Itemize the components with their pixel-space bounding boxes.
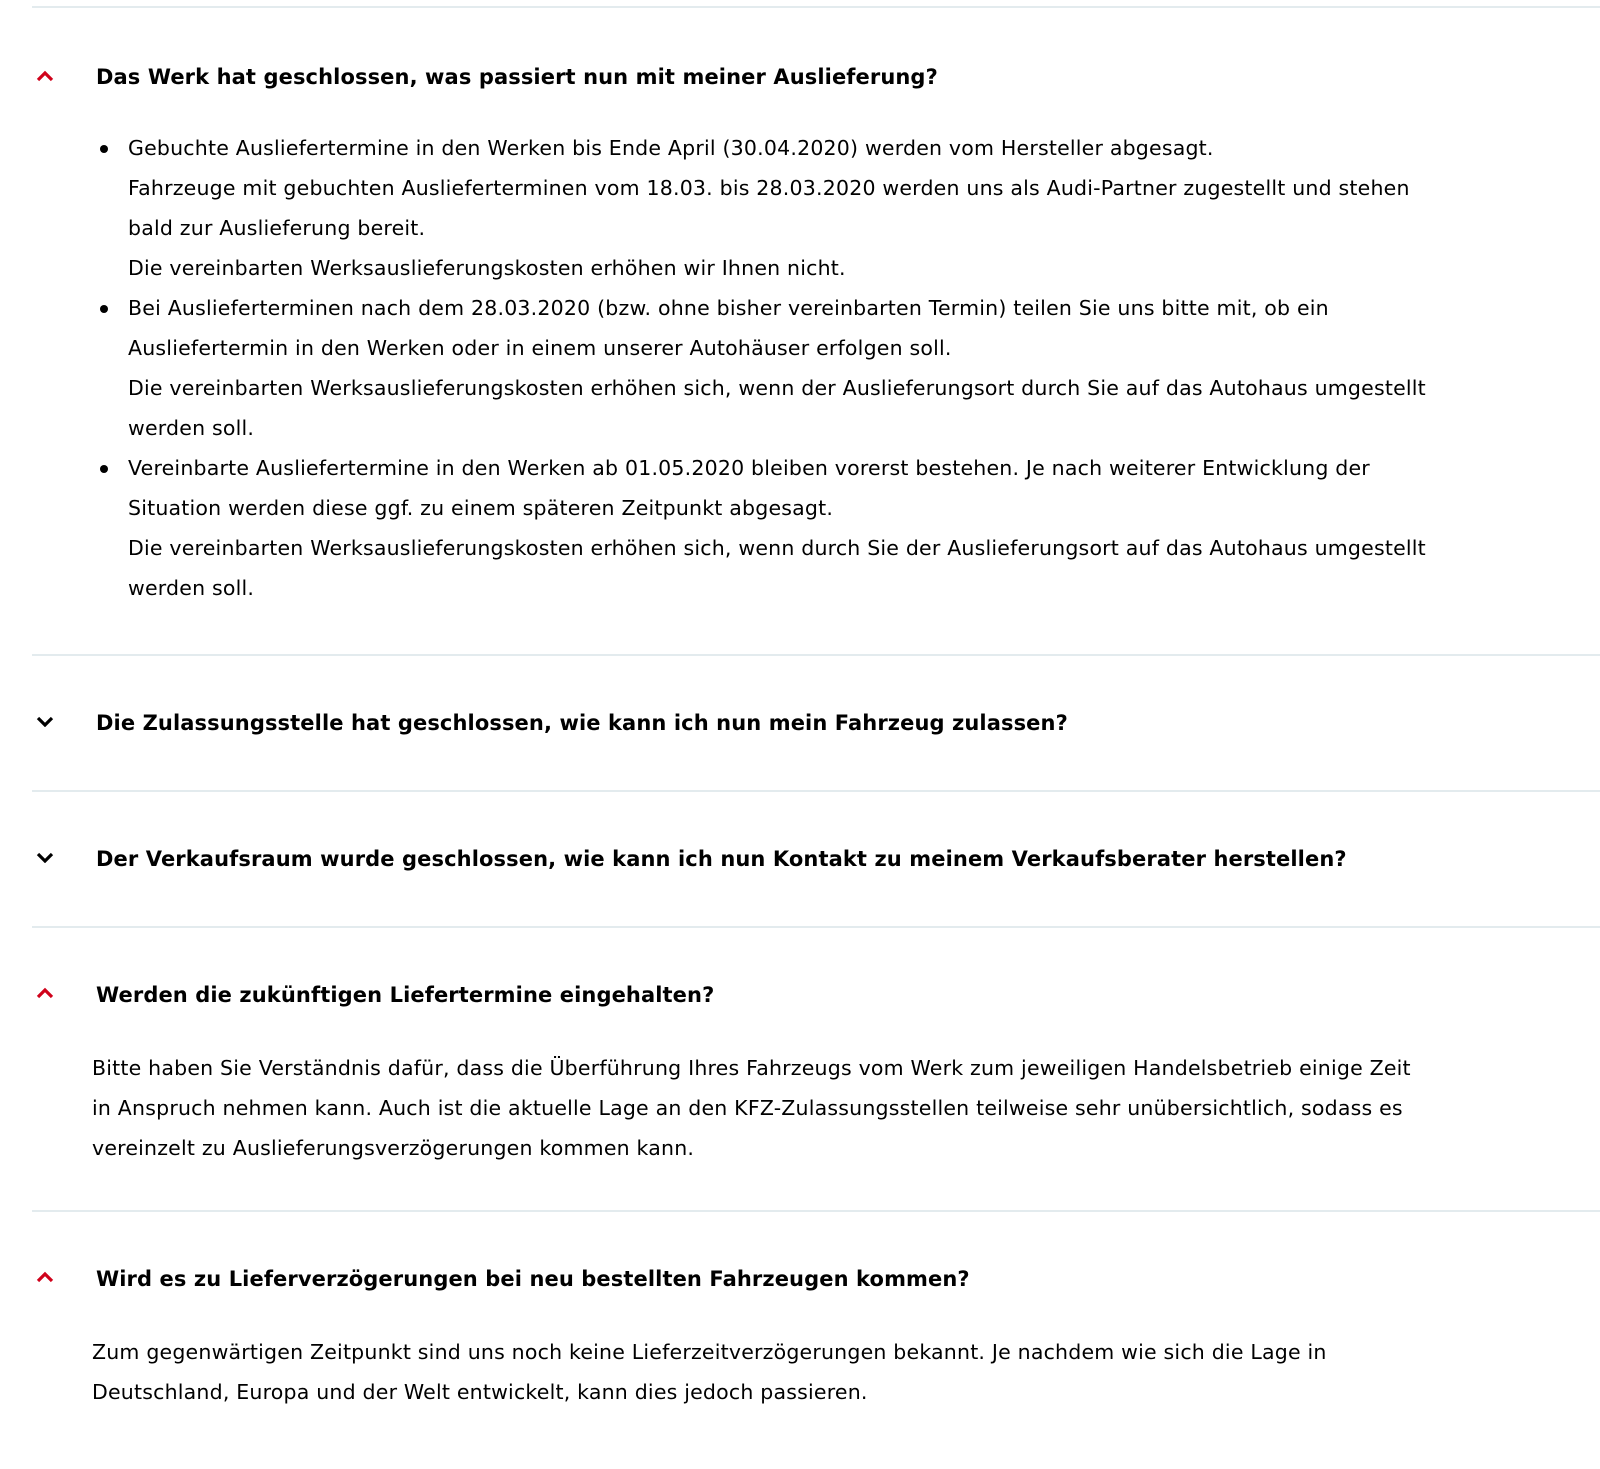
faq-item: [0, 8, 1600, 654]
answer-paragraph: [0, 1332, 1600, 1412]
chevron-down-icon: [36, 715, 54, 727]
list-item: [0, 288, 1600, 448]
answer-line: Zum gegenwärtigen Zeitpunkt sind uns noch keine Lieferzeitverzögerungen bekannt. Je nachdem wie sich die Lage in: [92, 1340, 1327, 1364]
faq-question-toggle[interactable]: [0, 8, 1600, 128]
list-item: [0, 128, 1600, 288]
chevron-up-icon: [36, 70, 54, 82]
answer-line: Situation werden diese ggf. zu einem späteren Zeitpunkt abgesagt.: [128, 496, 834, 520]
answer-line: Bitte haben Sie Verständnis dafür, dass die Überführung Ihres Fahrzeugs vom Werk zum jeweiligen Handelsbetrieb einige Zeit: [92, 1056, 1411, 1080]
bullet-icon: [100, 305, 108, 313]
answer-line: Die vereinbarten Werksauslieferungskosten erhöhen sich, wenn der Auslieferungsort durch Sie auf das Autohaus umgestellt: [128, 376, 1426, 400]
answer-line: Ausliefertermin in den Werken oder in einem unserer Autohäuser erfolgen soll.: [128, 336, 952, 360]
faq-question-toggle[interactable]: [0, 928, 1600, 1048]
answer-line: Vereinbarte Ausliefertermine in den Werken ab 01.05.2020 bleiben vorerst bestehen. Je nach weiterer Entwicklung der: [128, 456, 1370, 480]
answer-line: in Anspruch nehmen kann. Auch ist die aktuelle Lage an den KFZ-Zulassungsstellen teilweise sehr unübersichtlich, sodass es: [92, 1096, 1403, 1120]
faq-answer: [0, 1048, 1600, 1210]
faq-question-text: Der Verkaufsraum wurde geschlossen, wie kann ich nun Kontakt zu meinem Verkaufsberater herstellen?: [96, 847, 1347, 871]
answer-line: Die vereinbarten Werksauslieferungskosten erhöhen wir Ihnen nicht.: [128, 256, 846, 280]
chevron-down-icon: [36, 851, 54, 863]
answer-line: Die vereinbarten Werksauslieferungskosten erhöhen sich, wenn durch Sie der Auslieferungsort auf das Autohaus umgestellt: [128, 536, 1426, 560]
chevron-up-icon: [36, 987, 54, 999]
answer-line: Fahrzeuge mit gebuchten Auslieferterminen vom 18.03. bis 28.03.2020 werden uns als Audi-Partner zugestellt und stehen: [128, 176, 1410, 200]
faq-question-text: Die Zulassungsstelle hat geschlossen, wie kann ich nun mein Fahrzeug zulassen?: [96, 711, 1068, 735]
bullet-icon: [100, 465, 108, 473]
faq-question-toggle[interactable]: [0, 1212, 1600, 1332]
answer-line: werden soll.: [128, 576, 255, 600]
answer-line: Gebuchte Ausliefertermine in den Werken bis Ende April (30.04.2020) werden vom Hersteller abgesagt.: [128, 136, 1214, 160]
faq-question-text: Werden die zukünftigen Liefertermine eingehalten?: [96, 983, 715, 1007]
answer-line: Deutschland, Europa und der Welt entwickelt, kann dies jedoch passieren.: [92, 1380, 868, 1404]
faq-answer: [0, 1332, 1600, 1448]
answer-line: werden soll.: [128, 416, 255, 440]
list-item: [0, 448, 1600, 608]
faq-question-text: Das Werk hat geschlossen, was passiert nun mit meiner Auslieferung?: [96, 65, 938, 89]
faq-question-toggle[interactable]: [0, 656, 1600, 790]
answer-paragraph: [0, 1048, 1600, 1168]
chevron-up-icon: [36, 1271, 54, 1283]
answer-list: [0, 128, 1600, 608]
faq-item: [0, 928, 1600, 1210]
faq-answer: [0, 128, 1600, 654]
faq-item: [0, 656, 1600, 790]
faq-item: [0, 792, 1600, 926]
faq-question-toggle[interactable]: [0, 792, 1600, 926]
faq-item: [0, 1212, 1600, 1448]
answer-line: bald zur Auslieferung bereit.: [128, 216, 426, 240]
answer-line: vereinzelt zu Auslieferungsverzögerungen kommen kann.: [92, 1136, 695, 1160]
bullet-icon: [100, 145, 108, 153]
answer-line: Bei Auslieferterminen nach dem 28.03.2020 (bzw. ohne bisher vereinbarten Termin) teilen Sie uns bitte mit, ob ein: [128, 296, 1329, 320]
faq-question-text: Wird es zu Lieferverzögerungen bei neu bestellten Fahrzeugen kommen?: [96, 1267, 970, 1291]
